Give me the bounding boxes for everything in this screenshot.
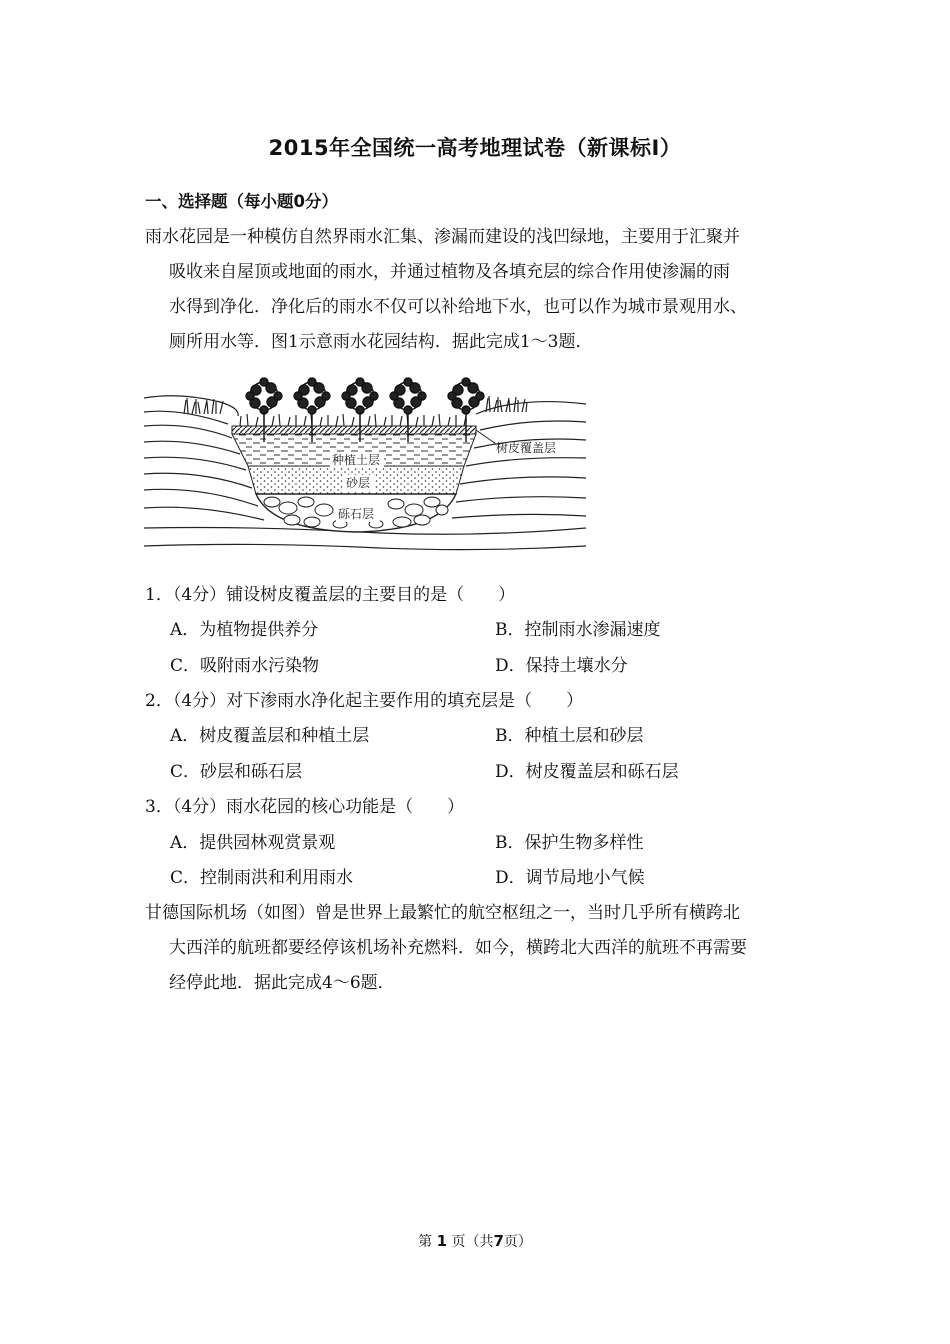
question-1-option-d[interactable]: D．保持土壤水分: [495, 656, 628, 676]
label-soil-layer: 种植土层: [332, 453, 381, 467]
footer-page-number: 1: [436, 1232, 447, 1250]
question-2-option-d[interactable]: D．树皮覆盖层和砾石层: [495, 762, 679, 782]
question-1-option-c[interactable]: C．吸附雨水污染物: [170, 656, 320, 676]
label-bark-layer: 树皮覆盖层: [496, 441, 557, 455]
footer-middle: 页（共: [451, 1234, 494, 1250]
passage-gander-airport: [145, 896, 810, 1001]
passage-line: 吸收来自屋顶或地面的雨水，并通过植物及各填充层的综合作用使渗漏的雨: [169, 262, 730, 282]
section-heading: 一、选择题（每小题0分）: [145, 192, 338, 211]
rain-garden-figure: [140, 368, 590, 558]
question-2-option-c[interactable]: C．砂层和砾石层: [170, 762, 303, 782]
question-3-stem: 3．（4分）雨水花园的核心功能是（ ）: [145, 797, 465, 817]
question-2-option-b[interactable]: B．种植土层和砂层: [495, 726, 644, 746]
question-3-option-c[interactable]: C．控制雨洪和利用雨水: [170, 868, 354, 888]
passage-line: 甘德国际机场（如图）曾是世界上最繁忙的航空枢纽之一，当时几乎所有横跨北: [145, 903, 740, 923]
question-1-option-a[interactable]: A．为植物提供养分: [170, 620, 319, 640]
footer-total-pages: 7: [493, 1232, 504, 1250]
passage-line: 大西洋的航班都要经停该机场补充燃料．如今，横跨北大西洋的航班不再需要: [169, 938, 747, 958]
label-gravel-layer: 砾石层: [338, 507, 375, 521]
question-3-option-a[interactable]: A．提供园林观赏景观: [170, 833, 336, 853]
label-sand-layer: 砂层: [346, 476, 371, 490]
question-2-stem: 2．（4分）对下渗雨水净化起主要作用的填充层是（ ）: [145, 691, 584, 711]
question-2-option-a[interactable]: A．树皮覆盖层和种植土层: [170, 726, 370, 746]
passage-line: 水得到净化．净化后的雨水不仅可以补给地下水，也可以作为城市景观用水、: [169, 297, 747, 317]
page-title: 2015年全国统一高考地理试卷（新课标Ⅰ）: [268, 136, 682, 160]
passage-line: 经停此地．据此完成4～6题．: [169, 973, 395, 993]
question-1-stem: 1．（4分）铺设树皮覆盖层的主要目的是（ ）: [145, 585, 516, 605]
passage-line: 厕所用水等．图1示意雨水花园结构．据此完成1～3题．: [169, 332, 593, 352]
passage-rain-garden: [145, 220, 810, 360]
bark-layer: [232, 426, 476, 434]
question-3-option-b[interactable]: B．保护生物多样性: [495, 833, 644, 853]
footer-suffix: 页）: [503, 1234, 532, 1250]
question-3-option-d[interactable]: D．调节局地小气候: [495, 868, 645, 888]
footer-prefix: 第: [418, 1234, 433, 1250]
question-1-option-b[interactable]: B．控制雨水渗漏速度: [495, 620, 661, 640]
page-footer: [0, 1231, 950, 1251]
passage-line: 雨水花园是一种模仿自然界雨水汇集、渗漏而建设的浅凹绿地，主要用于汇聚并: [145, 227, 740, 247]
